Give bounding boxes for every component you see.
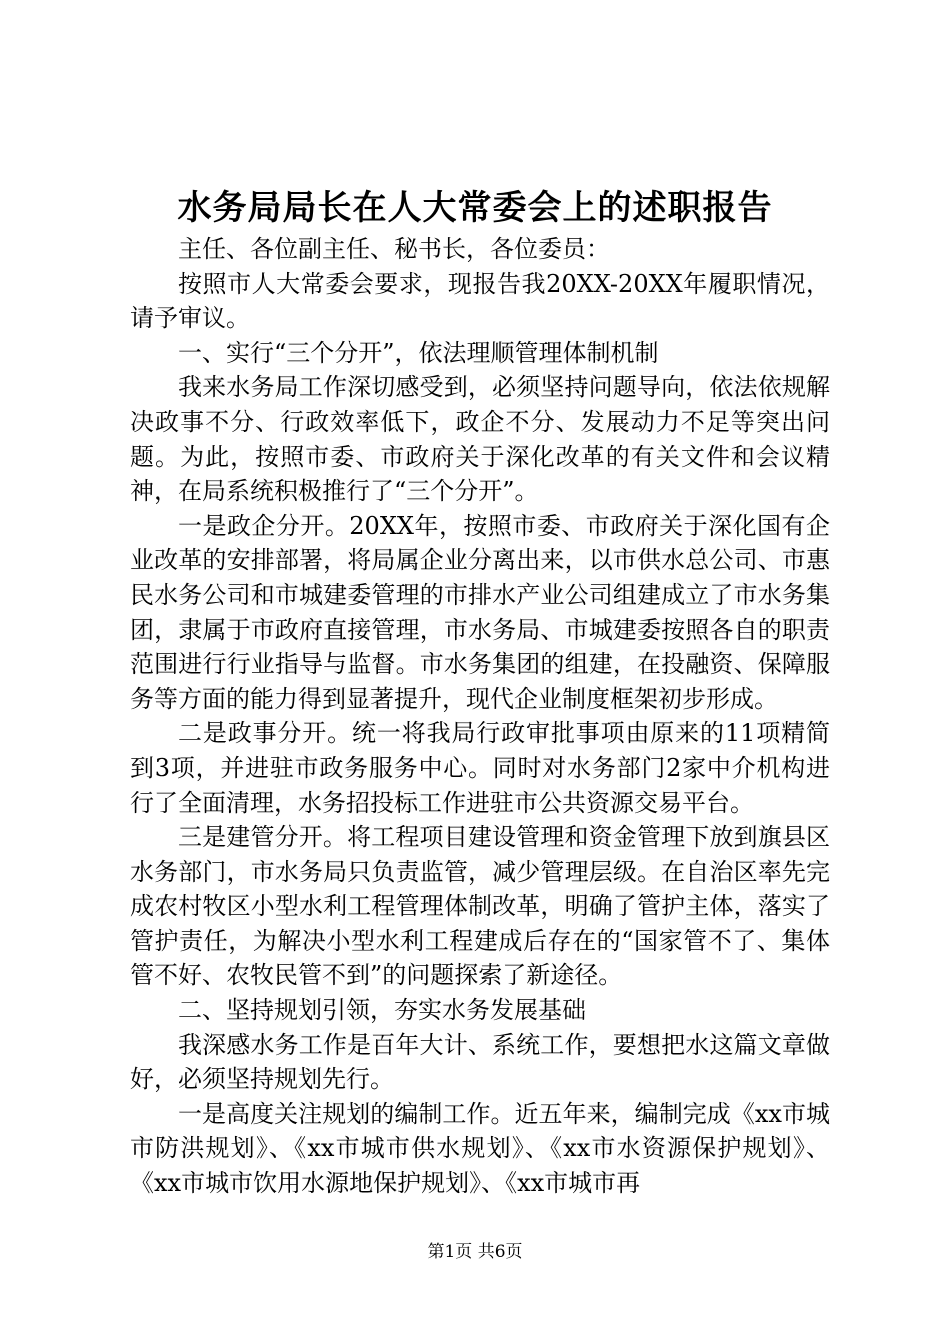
body-paragraph: 我深感水务工作是百年大计、系统工作，要想把水这篇文章做好，必须坚持规划先行。 (130, 1030, 830, 1094)
salutation: 主任、各位副主任、秘书长，各位委员： (178, 235, 610, 263)
document-title: 水务局局长在人大常委会上的述职报告 (177, 188, 773, 228)
body-paragraph: 一是政企分开。20XX年，按照市委、市政府关于深化国有企业改革的安排部署，将局属企业分离出来，以市供水总公司、市惠民水务公司和市城建委管理的市排水产业公司组建成立了市水务集团，隶属于市政府直接管理，市水务局、市城建委按照各自的职责范围进行行业指导与监督。市水务集团的组建，在投融资、保障服务等方面的能力得到显著提升，现代企业制度框架初步形成。 (130, 511, 830, 713)
body-paragraph: 二是政事分开。统一将我局行政审批事项由原来的11项精简到3项，并进驻市政务服务中心。同时对水务部门2家中介机构进行了全面清理，水务招投标工作进驻市公共资源交易平台。 (130, 719, 830, 817)
page-number: 第1页 共6页 (427, 1242, 523, 1262)
document-body (130, 232, 830, 1201)
section-heading-1: 一、实行“三个分开”，依法理顺管理体制机制 (178, 338, 659, 367)
section-heading-2: 二、坚持规划引领，夯实水务发展基础 (178, 996, 586, 1025)
body-paragraph: 我来水务局工作深切感受到，必须坚持问题导向，依法依规解决政事不分、行政效率低下，政企不分、发展动力不足等突出问题。为此，按照市委、市政府关于深化改革的有关文件和会议精神，在局系统积极推行了“三个分开”。 (130, 373, 830, 506)
body-paragraph: 一是高度关注规划的编制工作。近五年来，编制完成《xx市城市防洪规划》、《xx市城市供水规划》、《xx市水资源保护规划》、《xx市城市饮用水源地保护规划》、《xx市城市再 (130, 1099, 830, 1198)
intro-paragraph: 按照市人大常委会要求，现报告我20XX-20XX年履职情况，请予审议。 (130, 269, 830, 333)
body-paragraph: 三是建管分开。将工程项目建设管理和资金管理下放到旗县区水务部门，市水务局只负责监管，减少管理层级。在自治区率先完成农村牧区小型水利工程管理体制改革，明确了管护主体，落实了管护责任，为解决小型水利工程建成后存在的“国家管不了、集体管不好、农牧民管不到”的问题探索了新途径。 (130, 823, 830, 990)
